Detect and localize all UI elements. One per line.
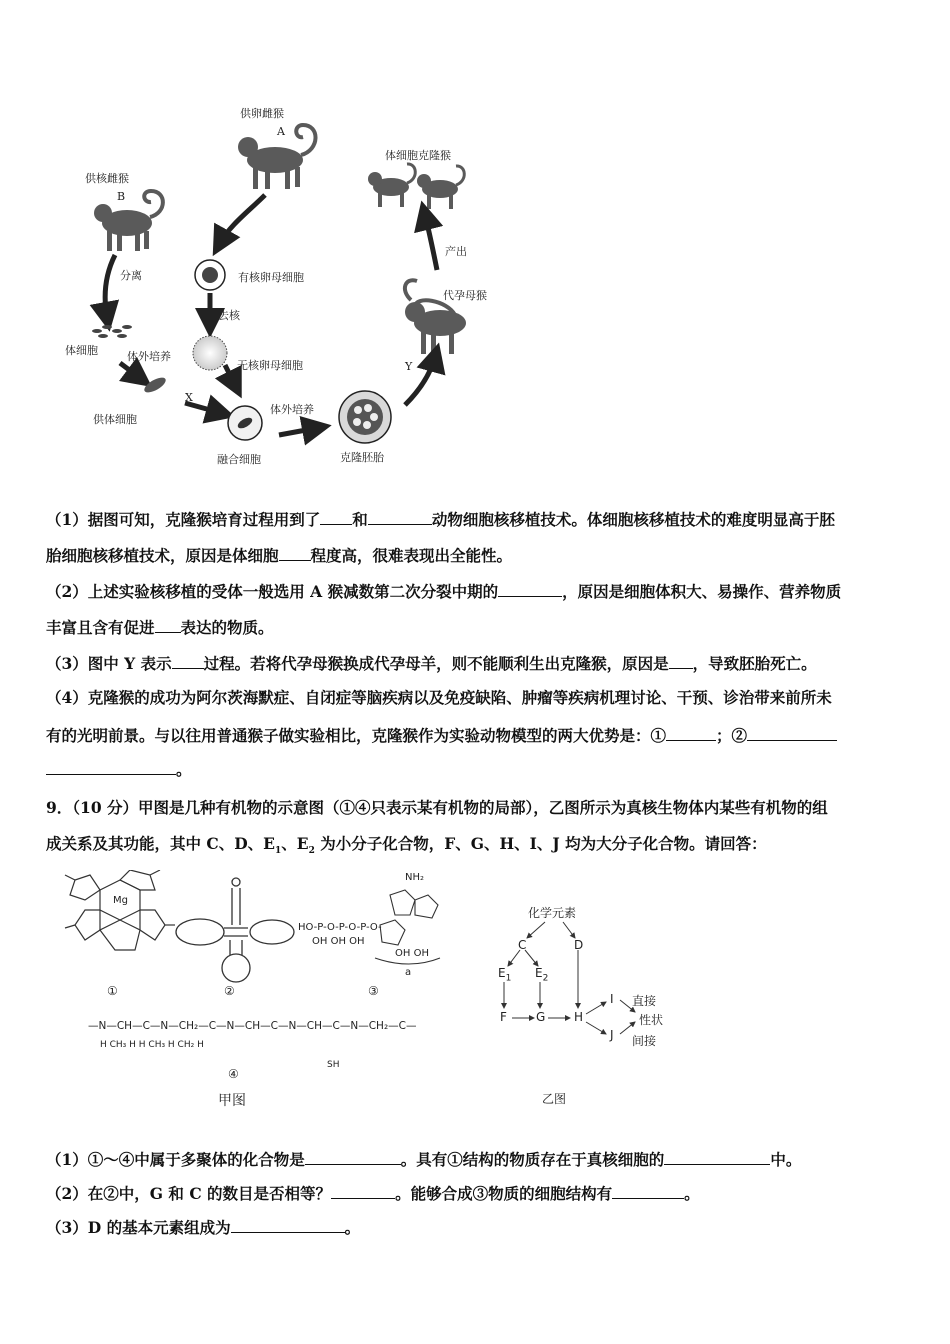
h-label: H xyxy=(574,1010,584,1024)
clone-embryo-label: 克隆胚胎 xyxy=(340,451,384,464)
nucleus-donor-label: 供核雌猴 xyxy=(85,172,129,185)
chlorophyll-structure-icon xyxy=(65,870,175,950)
d-label: D xyxy=(574,938,584,952)
blank[interactable] xyxy=(664,1150,770,1165)
f-label: F xyxy=(500,1010,507,1024)
blank[interactable] xyxy=(320,510,352,525)
arrow-x xyxy=(185,403,221,413)
enucleated-oocyte-icon xyxy=(193,336,227,370)
jia-caption: 甲图 xyxy=(218,1093,246,1109)
blank[interactable] xyxy=(305,1150,401,1165)
arrow-somatic-to-donor xyxy=(120,363,140,378)
peptide-sh: SH xyxy=(327,1060,340,1070)
g-label: G xyxy=(536,1010,546,1024)
i-label: I xyxy=(610,992,614,1006)
atp-oh-row: OH OH OH xyxy=(312,936,365,947)
q8-line-8: 。 xyxy=(46,760,192,780)
yi-figure xyxy=(490,900,710,1110)
blank[interactable] xyxy=(172,654,204,669)
arrow-b-to-somatic xyxy=(105,255,115,317)
jia-figure xyxy=(60,870,460,1110)
q8-line-1: （1）据图可知，克隆猴培育过程用到了 和 动物细胞核移植技术。体细胞核移植技术的难度明显高于胚 xyxy=(46,510,835,529)
atp-a-label: a xyxy=(405,967,412,978)
somatic-cell-label: 体细胞 xyxy=(65,344,98,357)
yi-arrows xyxy=(490,900,710,1110)
number-4: ④ xyxy=(228,1067,239,1081)
produce-label: 产出 xyxy=(445,245,467,258)
enucleated-oocyte-label: 无核卵母细胞 xyxy=(237,359,303,372)
j-label: J xyxy=(610,1028,614,1042)
enucleate-label: 去核 xyxy=(218,309,240,322)
egg-donor-letter: A xyxy=(277,125,285,138)
q8-line-3: （2）上述实验核移植的受体一般选用 A 猴减数第二次分裂中期的 ，原因是细胞体积大、易操作、营养物质 xyxy=(46,582,842,601)
e1-label: $E_1$ xyxy=(498,966,512,984)
donor-cell-label: 供体细胞 xyxy=(93,413,137,426)
q9-sub-1: （1）①～④中属于多聚体的化合物是 。具有①结构的物质存在于真核细胞的 中。 xyxy=(46,1150,802,1169)
q9-intro-line-1: 9．（10 分）甲图是几种有机物的示意图（①④只表示某有机物的局部），乙图所示为真核生物体内某些有机物的组 xyxy=(46,798,828,817)
atp-ribose-oh: OH OH xyxy=(395,948,429,959)
number-1: ① xyxy=(107,984,118,998)
q9-intro-line-2: 成关系及其功能，其中 C、D、$E_1$、$E_2$ 为小分子化合物，F、G、H、I、J 均为大分子化合物。请回答： xyxy=(46,834,767,857)
number-2: ② xyxy=(224,984,235,998)
jia-structures xyxy=(60,870,460,1110)
blank[interactable] xyxy=(231,1218,345,1233)
mg-label: Mg xyxy=(113,895,128,906)
in-vitro-label-1: 体外培养 xyxy=(127,350,171,363)
blank[interactable] xyxy=(498,582,562,597)
arrow-a-to-egg xyxy=(220,195,265,243)
in-vitro-label-2: 体外培养 xyxy=(270,403,314,416)
q9-sub-2: （2）在②中，G 和 C 的数目是否相等？ 。能够合成③物质的细胞结构有 。 xyxy=(46,1184,700,1203)
q8-line-7: 有的光明前景。与以往用普通猴子做实验相比，克隆猴作为实验动物模型的两大优势是：① ；② xyxy=(46,726,837,746)
separate-label: 分离 xyxy=(120,269,142,282)
y-label: Y xyxy=(405,360,413,373)
indirect-label: 间接 xyxy=(632,1034,657,1048)
monkey-b-icon xyxy=(94,191,163,251)
direct-label: 直接 xyxy=(632,994,657,1008)
egg-donor-label: 供卵雌猴 xyxy=(240,107,284,120)
donor-cell-icon xyxy=(142,375,168,396)
trna-structure-icon xyxy=(176,878,294,982)
clone-monkeys-icon xyxy=(368,164,464,209)
yi-caption: 乙图 xyxy=(542,1092,567,1106)
arrow-fused-to-embryo xyxy=(279,428,317,435)
x-label: X xyxy=(185,391,193,404)
arrow-produce xyxy=(425,215,437,270)
clone-monkeys-label: 体细胞克隆猴 xyxy=(385,149,451,162)
blank[interactable] xyxy=(612,1184,684,1199)
blank[interactable] xyxy=(155,618,181,633)
clone-monkey-figure xyxy=(55,95,515,475)
blank[interactable] xyxy=(279,546,311,561)
atp-phosphate-row: HO-P-O-P-O-P-O- xyxy=(298,922,382,933)
elements-label: 化学元素 xyxy=(528,906,577,920)
peptide-h-row: H CH₃ H H CH₃ H CH₂ H xyxy=(100,1040,204,1050)
blank[interactable] xyxy=(747,726,837,741)
blank[interactable] xyxy=(331,1184,395,1199)
fused-cell-label: 融合细胞 xyxy=(217,453,261,466)
blank[interactable] xyxy=(669,654,693,669)
somatic-cells-icon xyxy=(92,325,132,338)
c-label: C xyxy=(518,938,527,952)
peptide-chain: —N—CH—C—N—CH₂—C—N—CH—C—N—CH—C—N—CH₂—C— xyxy=(88,1020,417,1032)
atp-nh2-label: NH₂ xyxy=(405,872,425,883)
q8-line-2: 胎细胞核移植技术，原因是体细胞 程度高，很难表现出全能性。 xyxy=(46,546,513,565)
q8-line-5: （3）图中 Y 表示 过程。若将代孕母猴换成代孕母羊，则不能顺利生出克隆猴，原因是 ，导致胚胎死亡。 xyxy=(46,654,817,673)
blank[interactable] xyxy=(666,726,716,741)
q8-line-4: 丰富且含有促进 表达的物质。 xyxy=(46,618,274,637)
nucleated-oocyte-label: 有核卵母细胞 xyxy=(238,271,304,284)
surrogate-label: 代孕母猴 xyxy=(443,289,487,302)
trait-label: 性状 xyxy=(639,1013,664,1027)
q8-line-6: （4）克隆猴的成功为阿尔茨海默症、自闭症等脑疾病以及免疫缺陷、肿瘤等疾病机理讨论、干预、诊治带来前所未 xyxy=(46,688,832,707)
blank[interactable] xyxy=(368,510,432,525)
number-3: ③ xyxy=(368,984,379,998)
arrow-oocyte-to-fused xyxy=(225,365,235,385)
clone-embryo-icon xyxy=(339,391,391,443)
blank[interactable] xyxy=(46,760,176,775)
nucleus-donor-letter: B xyxy=(117,190,126,203)
q9-sub-3: （3）D 的基本元素组成为 。 xyxy=(46,1218,361,1237)
e2-label: $E_2$ xyxy=(535,966,549,984)
